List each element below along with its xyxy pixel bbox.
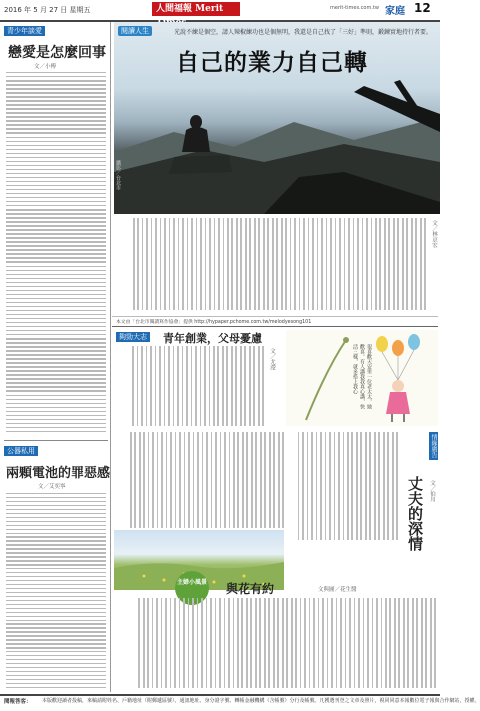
article-body-startup-1 xyxy=(118,346,264,426)
issue-date: 2016 年 5 月 27 日 星期五 xyxy=(4,6,91,14)
hero-title: 自己的業力自己轉 xyxy=(176,49,368,76)
divider xyxy=(4,440,108,441)
footer-text-2: 分行及帳號。凡獲選刊登之文章及照片，視同同意本報數位電子報與合作網站，授權。 xyxy=(289,698,480,704)
article-title-startup: 青年創業，父母憂慮 xyxy=(163,332,262,345)
photo-credit: 攝影／台北市 xyxy=(115,160,121,190)
footer-text-1: 本版歡迎讀者投稿，來稿請附姓名、戶籍地址（附郵遞區號）、通訊地址、身分證字號、轉帳金融機構（含帳號） xyxy=(42,698,290,704)
illustration-caption: 很喜歡天安里一位老太太，她歡喜。有人講我我真心講，快活三樣，就多搭上我心 xyxy=(352,344,372,409)
divider xyxy=(112,316,438,317)
book-note: 本文由「台北市閱讀寫作協會」提供 http://hypaper.pchome.com.tw/melodyesong101 xyxy=(116,320,312,325)
article-byline-batteries: 文／艾奕寧 xyxy=(38,484,66,490)
section-tag-ambition: 夠勁大志 xyxy=(116,332,150,342)
hero-article-body xyxy=(118,218,426,310)
footer-label: 閱報答客： xyxy=(4,699,32,705)
article-byline-flowers: 文與圖／花生醬 xyxy=(318,587,357,593)
housewife-badge: 主婦小風景 xyxy=(175,571,209,605)
article-byline-love: 文／小傅 xyxy=(34,64,57,70)
hero-byline: 文／林京宏 xyxy=(431,220,437,248)
divider xyxy=(112,326,438,327)
article-body-husband xyxy=(290,432,398,540)
article-title-love: 戀愛是怎麼回事 xyxy=(8,45,106,61)
article-title-husband: 丈夫的深情 xyxy=(406,476,424,551)
section-tag-teen-love: 青少年談愛 xyxy=(4,26,45,36)
page-number: 12 xyxy=(414,1,431,15)
section-tag-love-story: 情緣廣告 xyxy=(430,434,437,458)
article-title-flowers: 與花有約 xyxy=(226,582,275,596)
column-divider xyxy=(110,22,111,692)
section-name: 家庭 xyxy=(385,6,405,17)
article-body-flowers xyxy=(118,598,436,688)
article-body-startup-2 xyxy=(118,432,284,528)
article-title-batteries: 兩顆電池的罪惡感 xyxy=(6,466,111,481)
article-body-love xyxy=(6,72,106,432)
newspaper-logo: 人間福報 Merit xyxy=(152,2,240,16)
website-url: merit-times.com.tw xyxy=(330,5,379,11)
article-body-batteries xyxy=(6,493,106,688)
hero-subtitle: 光說不練是個空，請人辣椒練功也是個無明，我還是自己找了「三好」準則，鍛鍊實地持行者要。 xyxy=(174,29,433,36)
section-tag-reading-life: 閱讀人生 xyxy=(118,26,152,36)
article-byline-startup: 文／尤瀅 xyxy=(269,348,275,370)
footer-submission-note xyxy=(42,697,480,704)
article-byline-husband: 文／伯川 xyxy=(429,480,435,502)
section-tag-public-private: 公器私用 xyxy=(4,446,38,456)
